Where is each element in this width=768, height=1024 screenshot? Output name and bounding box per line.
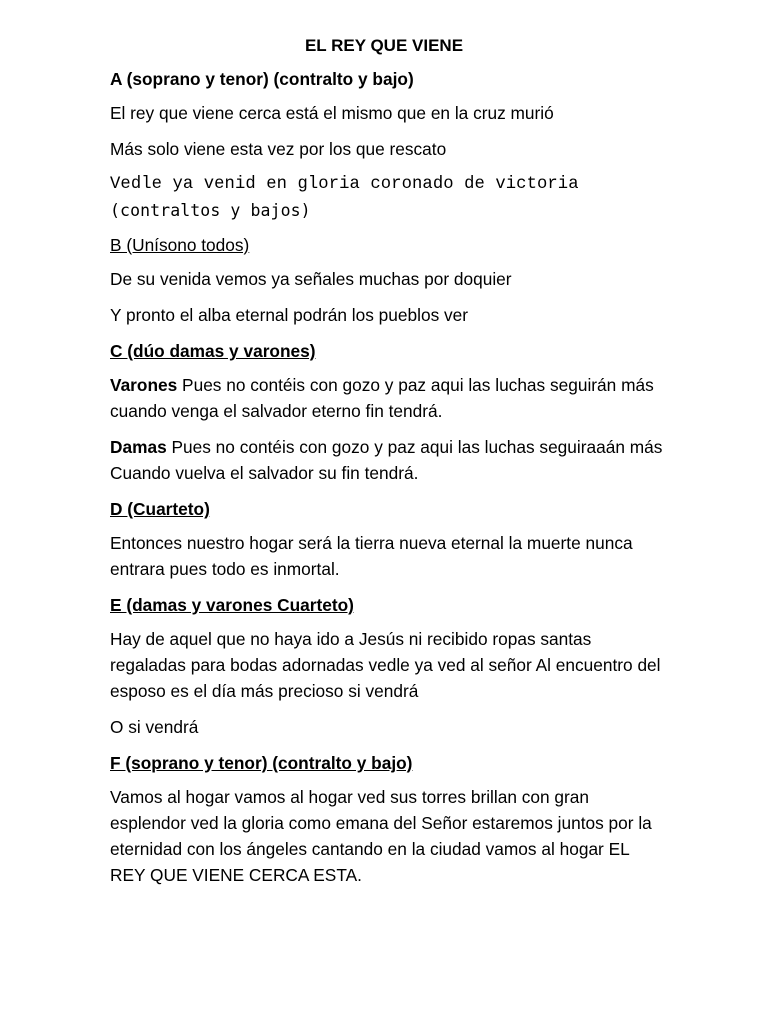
damas-label: Damas: [110, 437, 167, 457]
section-b-line-2: Y pronto el alba eternal podrán los pueblos ver: [110, 305, 469, 325]
section-e-tail: O si vendrá: [110, 717, 199, 737]
section-e-heading: E (damas y varones Cuarteto): [110, 595, 354, 615]
section-c-damas: [110, 434, 668, 486]
section-c-heading: C (dúo damas y varones): [110, 341, 316, 361]
section-a-heading: A (soprano y tenor) (contralto y bajo): [110, 69, 414, 89]
document-title: EL REY QUE VIENE: [304, 36, 464, 55]
section-a-line-2: Más solo viene esta vez por los que rescato: [110, 139, 447, 159]
section-a-mono-line: Vedle ya venid en gloria coronado de victoria: [110, 175, 579, 194]
damas-text: Pues no contéis con gozo y paz aqui las luchas seguiraaán más Cuando vuelva el salvador su fin tendrá.: [110, 437, 663, 483]
section-f-text: Vamos al hogar vamos al hogar ved sus torres brillan con gran esplendor ved la gloria como emana del Señor estaremos juntos por la eternidad con los ángeles cantando en la ciudad vamos al hogar EL REY QUE VIENE CERCA ESTA.: [110, 787, 652, 885]
varones-label: Varones: [110, 375, 178, 395]
section-d-text: Entonces nuestro hogar será la tierra nueva eternal la muerte nunca entrara pues todo es inmortal.: [110, 533, 633, 579]
section-a-line-1: El rey que viene cerca está el mismo que en la cruz murió: [110, 103, 554, 123]
varones-text: Pues no contéis con gozo y paz aqui las luchas seguirán más cuando venga el salvador eterno fin tendrá.: [110, 375, 654, 421]
section-e-text: Hay de aquel que no haya ido a Jesús ni recibido ropas santas regaladas para bodas adornadas vedle ya ved al señor Al encuentro del esposo es el día más precioso si vendrá: [110, 629, 661, 701]
section-c-varones: [110, 372, 668, 424]
section-d-heading: D (Cuarteto): [110, 499, 210, 519]
section-f-heading: F (soprano y tenor) (contralto y bajo): [110, 753, 413, 773]
section-b-heading: B (Unísono todos): [110, 235, 250, 255]
section-a-mono-sub: (contraltos y bajos): [110, 201, 311, 220]
section-a-mono-block: [110, 172, 668, 224]
section-b-line-1: De su venida vemos ya señales muchas por doquier: [110, 269, 512, 289]
